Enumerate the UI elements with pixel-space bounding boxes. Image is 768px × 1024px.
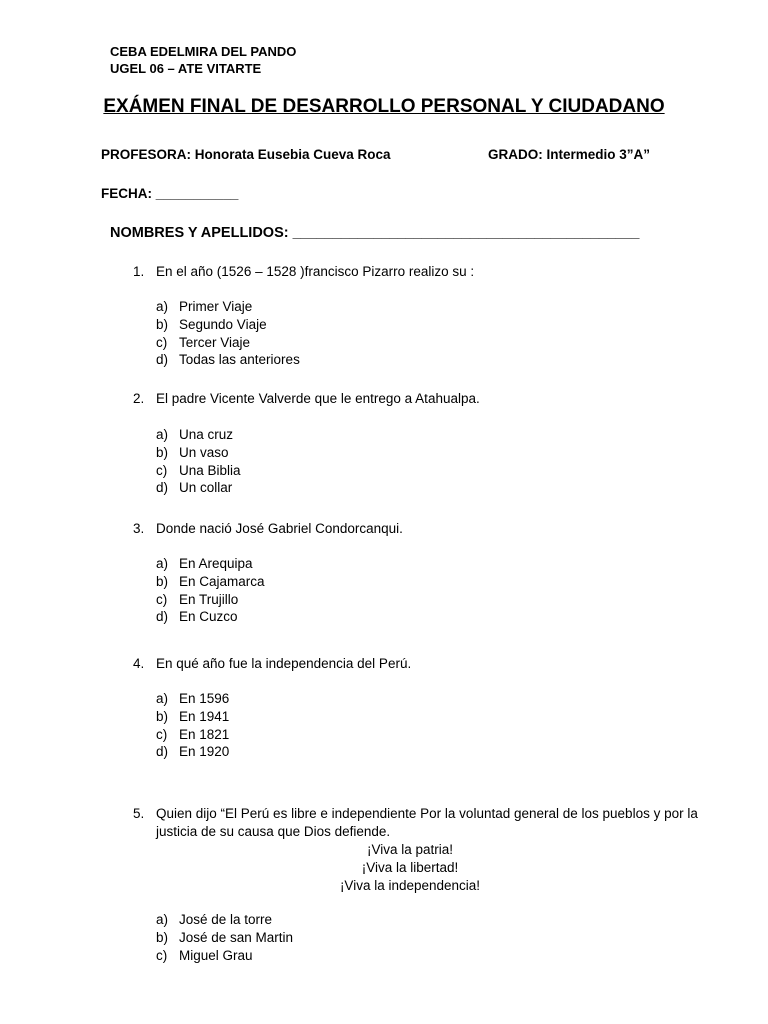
option-text: En Cuzco [179,609,238,625]
names-line: NOMBRES Y APELLIDOS: ___________________________________________ [110,225,640,241]
quote-line: ¡Viva la independencia! [339,877,481,893]
question-number: 3. [133,521,145,536]
option-letter: a) [156,691,169,706]
question-number: 2. [133,391,145,406]
option-text: En 1941 [179,708,230,724]
option-letter: d) [156,480,169,496]
ugel-name: UGEL 06 – ATE VITARTE [110,61,262,76]
option-text: En 1920 [179,744,230,760]
option-text: Segundo Viaje [179,316,267,332]
option-letter: a) [156,427,169,442]
question-text: Donde nació José Gabriel Condorcanqui. [156,521,403,536]
option-letter: c) [156,462,168,478]
option-letter: c) [156,334,168,350]
question-text: El padre Vicente Valverde que le entrego a Atahualpa. [156,391,480,406]
option-letter: c) [156,726,168,742]
grade-line: GRADO: Intermedio 3”A” [488,147,651,162]
option-text: En Arequipa [179,556,253,571]
option-letter: d) [156,352,169,368]
option-letter: b) [156,444,169,460]
option-letter: b) [156,316,169,332]
question-text: Quien dijo “El Perú es libre e independiente Por la voluntad general de los pueblos y por la justicia de su causa que Dios defiende. [156,806,698,839]
option-text: En Trujillo [179,591,239,607]
question-number: 5. [133,806,145,821]
quote-exclamations [260,841,560,894]
quote-line: ¡Viva la libertad! [361,859,459,875]
option-text: En Cajamarca [179,573,265,589]
option-letter: c) [156,591,168,607]
option-letter: a) [156,299,169,314]
option-text: José de la torre [179,912,273,927]
exam-title: EXÁMEN FINAL DE DESARROLLO PERSONAL Y CIUDADANO [103,96,665,117]
option-text: Una Biblia [179,462,241,478]
option-text: Un vaso [179,444,229,460]
option-text: Una cruz [179,427,234,442]
question-text: En qué año fue la independencia del Perú. [156,656,412,671]
option-text: Primer Viaje [179,299,253,314]
option-letter: d) [156,744,169,760]
option-letter: d) [156,609,169,625]
question-text: En el año (1526 – 1528 )francisco Pizarro realizo su : [156,264,475,279]
option-text: Todas las anteriores [179,352,300,368]
option-text: José de san Martin [179,929,294,945]
option-text: Tercer Viaje [179,334,251,350]
quote-line: ¡Viva la patria! [366,842,454,857]
option-text: Un collar [179,480,233,496]
option-letter: a) [156,912,169,927]
option-text: En 1596 [179,691,230,706]
question-number: 4. [133,656,145,671]
teacher-line: PROFESORA: Honorata Eusebia Cueva Roca [101,147,391,162]
question-number: 1. [133,264,145,279]
option-letter: c) [156,947,168,963]
option-text: Miguel Grau [179,947,253,963]
option-letter: b) [156,708,169,724]
option-letter: b) [156,929,169,945]
option-letter: a) [156,556,169,571]
school-name: CEBA EDELMIRA DEL PANDO [110,44,297,59]
date-line: FECHA: ___________ [101,186,239,201]
option-text: En 1821 [179,726,230,742]
option-letter: b) [156,573,169,589]
